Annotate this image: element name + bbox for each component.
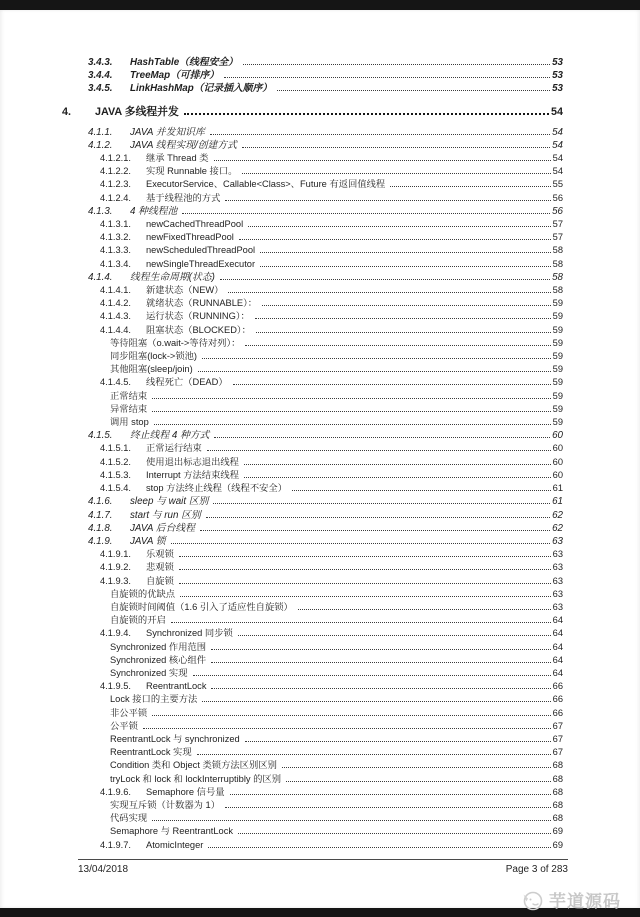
toc-entry-label: Synchronized 作用范围 bbox=[110, 641, 207, 652]
toc-entry-label: newScheduledThreadPool bbox=[146, 245, 256, 256]
dot-leader bbox=[390, 186, 550, 187]
toc-entry bbox=[40, 707, 563, 720]
toc-entry-number: 4.1.3.3. bbox=[100, 245, 132, 256]
dot-leader bbox=[179, 569, 551, 570]
toc-entry bbox=[40, 482, 563, 495]
toc-entry-page: 64 bbox=[552, 641, 563, 652]
dot-leader bbox=[152, 820, 550, 821]
toc-entry-label: 运行状态（RUNNING）： bbox=[146, 311, 250, 322]
dot-leader bbox=[298, 609, 551, 610]
toc-entry bbox=[40, 376, 563, 389]
toc-entry-label: 自旋锁时间阈值（1.6 引入了适应性自旋锁） bbox=[110, 601, 293, 612]
toc-entry-label: 乐观锁 bbox=[146, 549, 174, 560]
toc-entry-page: 58 bbox=[552, 271, 563, 283]
toc-entry-label: 其他阻塞(sleep/join) bbox=[110, 364, 193, 375]
dot-leader bbox=[200, 530, 550, 531]
toc-entry-label: Condition 类和 Object 类锁方法区别区别 bbox=[110, 760, 277, 771]
toc-entry-number: 4.1.1. bbox=[88, 126, 113, 138]
dot-leader bbox=[245, 741, 551, 742]
toc-entry-number: 4.1.4.3. bbox=[100, 311, 132, 322]
toc-entry-number: 4.1.3.2. bbox=[100, 232, 132, 243]
toc-entry-page: 53 bbox=[552, 57, 563, 68]
toc-entry-label: HashTable（线程安全） bbox=[130, 57, 238, 68]
toc-entry-number: 4.1.2. bbox=[88, 139, 113, 151]
toc-entry-page: 63 bbox=[552, 549, 563, 560]
toc-entry-label: 自旋锁的优缺点 bbox=[110, 588, 176, 599]
toc-entry bbox=[40, 284, 563, 297]
dot-leader bbox=[206, 517, 550, 518]
toc-entry-page: 59 bbox=[552, 377, 563, 388]
toc-entry-page: 61 bbox=[552, 483, 563, 494]
toc-entry-label: 自旋锁的开启 bbox=[110, 615, 166, 626]
toc-entry-label: 线程死亡（DEAD） bbox=[146, 377, 228, 388]
dot-leader bbox=[180, 596, 551, 597]
toc-entry-number: 4.1.4.5. bbox=[100, 377, 132, 388]
toc-entry-page: 60 bbox=[552, 430, 563, 442]
toc-entry-label: 实现互斥锁（计数器为 1） bbox=[110, 799, 221, 810]
toc-entry-page: 63 bbox=[552, 575, 563, 586]
toc-entry-page: 62 bbox=[552, 522, 563, 534]
dot-leader bbox=[238, 833, 551, 834]
toc-entry-label: newCachedThreadPool bbox=[146, 219, 244, 230]
toc-entry bbox=[40, 152, 563, 165]
toc-entry-label: 实现 Runnable 接口。 bbox=[146, 166, 238, 177]
toc-entry-page: 67 bbox=[552, 733, 563, 744]
dot-leader bbox=[211, 662, 551, 663]
dot-leader bbox=[260, 266, 551, 267]
toc-entry bbox=[40, 192, 563, 205]
toc-entry-number: 4.1.5. bbox=[88, 430, 113, 442]
toc-entry bbox=[40, 56, 563, 69]
toc-entry-page: 61 bbox=[552, 496, 563, 508]
dot-leader bbox=[208, 847, 550, 848]
dot-leader bbox=[260, 252, 551, 253]
toc-entry bbox=[40, 773, 563, 786]
toc-entry-page: 64 bbox=[552, 628, 563, 639]
toc-entry-number: 4.1.7. bbox=[88, 509, 113, 521]
toc-entry-page: 57 bbox=[552, 219, 563, 230]
toc-entry bbox=[40, 693, 563, 706]
toc-entry-label: JAVA 后台线程 bbox=[130, 522, 195, 534]
dot-leader bbox=[238, 635, 551, 636]
dot-leader bbox=[210, 134, 550, 135]
toc-entry-number: 4.1.2.1. bbox=[100, 153, 132, 164]
toc-entry-page: 58 bbox=[552, 245, 563, 256]
dot-leader bbox=[282, 767, 551, 768]
toc-entry-page: 54 bbox=[552, 139, 563, 151]
dot-leader bbox=[202, 701, 550, 702]
dot-leader bbox=[179, 556, 551, 557]
toc-entry-page: 54 bbox=[552, 153, 563, 164]
toc-entry-label: 悲观锁 bbox=[146, 562, 174, 573]
dot-leader bbox=[184, 113, 549, 115]
toc-entry bbox=[40, 271, 563, 284]
dot-leader bbox=[239, 239, 551, 240]
toc-entry-number: 4.1.9. bbox=[88, 535, 113, 547]
toc-entry-label: 正常结束 bbox=[110, 390, 148, 401]
toc-entry-number: 4.1.6. bbox=[88, 496, 113, 508]
toc-entry bbox=[40, 733, 563, 746]
toc-entry bbox=[40, 746, 563, 759]
toc-entry-page: 68 bbox=[552, 813, 563, 824]
toc-entry bbox=[40, 126, 563, 139]
toc-entry-number: 4. bbox=[62, 105, 72, 118]
watermark bbox=[520, 887, 621, 912]
toc-entry bbox=[40, 759, 563, 772]
toc-entry-number: 4.1.3.4. bbox=[100, 258, 132, 269]
toc-entry-label: Lock 接口的主要方法 bbox=[110, 694, 198, 705]
toc-entry bbox=[40, 825, 563, 838]
toc-entry bbox=[40, 231, 563, 244]
toc-entry bbox=[40, 561, 563, 574]
toc-entry-page: 59 bbox=[552, 417, 563, 428]
toc-entry bbox=[40, 258, 563, 271]
footer-page-label: Page 3 of 283 bbox=[505, 864, 568, 875]
toc-entry-label: 使用退出标志退出线程 bbox=[146, 456, 239, 467]
toc-entry-number: 4.1.9.3. bbox=[100, 575, 132, 586]
dot-leader bbox=[255, 318, 551, 319]
toc-entry-page: 57 bbox=[552, 232, 563, 243]
dot-leader bbox=[243, 64, 550, 65]
toc-entry-number: 4.1.9.1. bbox=[100, 549, 132, 560]
toc-entry-page: 64 bbox=[552, 654, 563, 665]
dot-leader bbox=[207, 450, 551, 451]
toc-entry bbox=[40, 667, 563, 680]
dot-leader bbox=[213, 503, 550, 504]
toc-entry-number: 4.1.9.4. bbox=[100, 628, 132, 639]
toc-entry-page: 56 bbox=[552, 192, 563, 203]
toc-entry-number: 4.1.2.2. bbox=[100, 166, 132, 177]
toc-entry bbox=[40, 297, 563, 310]
dot-leader bbox=[198, 371, 551, 372]
toc-entry-number: 4.1.2.4. bbox=[100, 192, 132, 203]
dot-leader bbox=[220, 279, 550, 280]
toc-entry-number: 4.1.5.1. bbox=[100, 443, 132, 454]
toc-entry-label: 自旋锁 bbox=[146, 575, 174, 586]
fish-logo-icon bbox=[520, 889, 544, 911]
toc-entry-label: 新建状态（NEW） bbox=[146, 285, 224, 296]
dot-leader bbox=[245, 345, 550, 346]
toc-entry-label: stop 方法终止线程（线程不安全） bbox=[146, 483, 288, 494]
toc-entry-label: ReentrantLock 与 synchronized bbox=[110, 733, 240, 744]
toc-entry-label: 正常运行结束 bbox=[146, 443, 202, 454]
toc-entry bbox=[40, 218, 563, 231]
toc-entry bbox=[40, 104, 563, 120]
toc-entry-label: LinkHashMap（记录插入顺序） bbox=[130, 83, 273, 95]
toc-entry-page: 63 bbox=[552, 562, 563, 573]
toc-entry-label: 代码实现 bbox=[110, 813, 148, 824]
toc-entry-page: 59 bbox=[552, 298, 563, 309]
toc-entry bbox=[40, 641, 563, 654]
toc-entry-page: 68 bbox=[552, 786, 563, 797]
toc-entry bbox=[40, 337, 563, 350]
dot-leader bbox=[244, 477, 551, 478]
dot-leader bbox=[202, 358, 551, 359]
toc-entry bbox=[40, 244, 563, 257]
toc-entry-label: 非公平锁 bbox=[110, 707, 148, 718]
toc-entry bbox=[40, 69, 563, 82]
dot-leader bbox=[242, 173, 550, 174]
dot-leader bbox=[182, 213, 550, 214]
toc-entry-page: 68 bbox=[552, 799, 563, 810]
toc-entry bbox=[40, 139, 563, 152]
toc-entry-page: 54 bbox=[550, 105, 563, 118]
toc-entry-page: 66 bbox=[552, 681, 563, 692]
toc-entry-label: Synchronized 实现 bbox=[110, 667, 188, 678]
toc-entry-label: TreeMap（可排序） bbox=[130, 70, 220, 82]
toc-entry-label: Semaphore 信号量 bbox=[146, 786, 225, 797]
toc-entry bbox=[40, 812, 563, 825]
toc-entry bbox=[40, 588, 563, 601]
dot-leader bbox=[228, 292, 550, 293]
toc-entry bbox=[40, 456, 563, 469]
toc-entry-label: JAVA 并发知识库 bbox=[130, 126, 205, 138]
toc-entry-number: 4.1.5.4. bbox=[100, 483, 132, 494]
toc-entry-number: 3.4.4. bbox=[88, 70, 113, 82]
toc-entry-label: 线程生命周期(状态) bbox=[130, 271, 215, 283]
toc-entry-label: tryLock 和 lock 和 lockInterruptibly 的区别 bbox=[110, 773, 282, 784]
toc-entry-page: 59 bbox=[552, 351, 563, 362]
footer-date: 13/04/2018 bbox=[78, 864, 129, 875]
toc-entry bbox=[40, 680, 563, 693]
toc-entry bbox=[40, 786, 563, 799]
toc-entry-page: 54 bbox=[552, 166, 563, 177]
toc-entry-label: newSingleThreadExecutor bbox=[146, 258, 256, 269]
toc-entry-label: JAVA 线程实现/创建方式 bbox=[130, 139, 237, 151]
toc-entry-number: 4.1.9.6. bbox=[100, 786, 132, 797]
toc-entry-number: 4.1.4.2. bbox=[100, 298, 132, 309]
toc-entry-label: 等待阻塞（o.wait->等待对列）： bbox=[110, 337, 241, 348]
toc-entry-label: 4 种线程池 bbox=[130, 205, 178, 217]
dot-leader bbox=[233, 384, 551, 385]
toc-entry-label: 就绪状态（RUNNABLE）： bbox=[146, 298, 258, 309]
toc-entry-page: 66 bbox=[552, 694, 563, 705]
toc-entry-number: 4.1.9.5. bbox=[100, 681, 132, 692]
toc-entry-number: 4.1.9.2. bbox=[100, 562, 132, 573]
dot-leader bbox=[286, 781, 551, 782]
dot-leader bbox=[225, 200, 550, 201]
toc-entry bbox=[40, 416, 563, 429]
toc-entry-page: 68 bbox=[552, 760, 563, 771]
toc-entry-number: 4.1.5.3. bbox=[100, 469, 132, 480]
toc-entry bbox=[40, 839, 563, 852]
toc-entry-page: 67 bbox=[552, 720, 563, 731]
toc-entry-label: 异常结束 bbox=[110, 403, 148, 414]
toc-entry bbox=[40, 442, 563, 455]
toc-entry-label: 继承 Thread 类 bbox=[146, 153, 209, 164]
toc-entry bbox=[40, 720, 563, 733]
toc-entry-page: 58 bbox=[552, 258, 563, 269]
toc-list bbox=[0, 10, 640, 852]
toc-entry-page: 63 bbox=[552, 588, 563, 599]
toc-entry-page: 63 bbox=[552, 535, 563, 547]
dot-leader bbox=[262, 305, 551, 306]
toc-entry-number: 3.4.5. bbox=[88, 83, 113, 95]
toc-entry-page: 58 bbox=[552, 285, 563, 296]
toc-entry-label: Synchronized 同步锁 bbox=[146, 628, 233, 639]
toc-entry bbox=[40, 350, 563, 363]
toc-entry-page: 59 bbox=[552, 337, 563, 348]
dot-leader bbox=[230, 794, 551, 795]
toc-entry-page: 53 bbox=[552, 70, 563, 82]
dot-leader bbox=[224, 77, 550, 78]
dot-leader bbox=[211, 688, 550, 689]
toc-entry-page: 69 bbox=[552, 826, 563, 837]
toc-entry-page: 62 bbox=[552, 509, 563, 521]
toc-entry-label: 调用 stop bbox=[110, 417, 149, 428]
dot-leader bbox=[244, 464, 551, 465]
dot-leader bbox=[143, 728, 551, 729]
toc-entry bbox=[40, 575, 563, 588]
toc-entry-label: newFixedThreadPool bbox=[146, 232, 234, 243]
dot-leader bbox=[277, 90, 550, 91]
toc-entry-number: 4.1.4.4. bbox=[100, 324, 132, 335]
dot-leader bbox=[152, 411, 550, 412]
toc-entry-label: JAVA 多线程并发 bbox=[95, 105, 179, 118]
toc-entry-label: 公平锁 bbox=[110, 720, 138, 731]
toc-entry bbox=[40, 799, 563, 812]
toc-entry bbox=[40, 495, 563, 508]
toc-entry bbox=[40, 654, 563, 667]
toc-entry bbox=[40, 469, 563, 482]
toc-entry-number: 3.4.3. bbox=[88, 57, 113, 68]
dot-leader bbox=[193, 675, 551, 676]
toc-entry-number: 4.1.8. bbox=[88, 522, 113, 534]
dot-leader bbox=[256, 332, 551, 333]
toc-entry-label: Semaphore 与 ReentrantLock bbox=[110, 826, 233, 837]
toc-entry bbox=[40, 522, 563, 535]
toc-entry bbox=[40, 205, 563, 218]
toc-entry-label: 同步阻塞(lock->锁池) bbox=[110, 351, 198, 362]
toc-entry bbox=[40, 178, 563, 191]
dot-leader bbox=[225, 807, 551, 808]
toc-entry-page: 69 bbox=[552, 839, 563, 850]
toc-entry-label: JAVA 锁 bbox=[130, 535, 166, 547]
dot-leader bbox=[171, 543, 551, 544]
dot-leader bbox=[154, 424, 551, 425]
toc-entry-page: 53 bbox=[552, 83, 563, 95]
toc-entry-page: 59 bbox=[552, 324, 563, 335]
toc-entry bbox=[40, 165, 563, 178]
toc-entry-number: 4.1.5.2. bbox=[100, 456, 132, 467]
toc-entry-number: 4.1.3.1. bbox=[100, 219, 132, 230]
toc-entry-number: 4.1.4.1. bbox=[100, 285, 132, 296]
toc-entry-label: 基于线程池的方式 bbox=[146, 192, 221, 203]
toc-entry-label: sleep 与 wait 区别 bbox=[130, 496, 209, 508]
toc-entry-label: 阻塞状态（BLOCKED）： bbox=[146, 324, 251, 335]
letterbox-top-bar bbox=[0, 0, 640, 10]
toc-entry-number: 4.1.2.3. bbox=[100, 179, 132, 190]
toc-entry-page: 66 bbox=[552, 707, 563, 718]
toc-entry-page: 64 bbox=[552, 667, 563, 678]
toc-entry-page: 60 bbox=[552, 443, 563, 454]
toc-entry-page: 56 bbox=[552, 205, 563, 217]
toc-entry bbox=[40, 601, 563, 614]
toc-entry bbox=[40, 429, 563, 442]
toc-entry bbox=[40, 82, 563, 95]
toc-entry-number: 4.1.4. bbox=[88, 271, 113, 283]
toc-entry-number: 4.1.9.7. bbox=[100, 839, 132, 850]
dot-leader bbox=[248, 226, 550, 227]
dot-leader bbox=[242, 147, 550, 148]
dot-leader bbox=[171, 622, 551, 623]
toc-entry-label: ReentrantLock 实现 bbox=[110, 747, 192, 758]
toc-entry-label: Synchronized 核心组件 bbox=[110, 654, 207, 665]
toc-entry-page: 55 bbox=[552, 179, 563, 190]
toc-entry bbox=[40, 509, 563, 522]
dot-leader bbox=[152, 398, 550, 399]
toc-entry bbox=[40, 403, 563, 416]
page-footer bbox=[78, 859, 568, 875]
toc-entry bbox=[40, 535, 563, 548]
toc-entry-page: 64 bbox=[552, 615, 563, 626]
dot-leader bbox=[292, 490, 551, 491]
toc-entry-page: 59 bbox=[552, 390, 563, 401]
toc-entry-label: ReentrantLock bbox=[146, 681, 207, 692]
toc-entry-number: 4.1.3. bbox=[88, 205, 113, 217]
dot-leader bbox=[179, 583, 551, 584]
toc-entry-page: 60 bbox=[552, 456, 563, 467]
toc-entry bbox=[40, 548, 563, 561]
dot-leader bbox=[214, 437, 550, 438]
toc-entry bbox=[40, 324, 563, 337]
toc-entry bbox=[40, 363, 563, 376]
toc-entry-label: ExecutorService、Callable<Class>、Future 有返回值线程 bbox=[146, 179, 386, 190]
document-page bbox=[0, 10, 640, 911]
toc-entry-page: 54 bbox=[552, 126, 563, 138]
toc-entry-label: AtomicInteger bbox=[146, 839, 204, 850]
toc-entry bbox=[40, 614, 563, 627]
toc-entry-page: 63 bbox=[552, 601, 563, 612]
toc-entry-page: 68 bbox=[552, 773, 563, 784]
toc-entry-page: 67 bbox=[552, 747, 563, 758]
dot-leader bbox=[152, 715, 550, 716]
toc-entry-label: Interrupt 方法结束线程 bbox=[146, 469, 239, 480]
toc-entry bbox=[40, 310, 563, 323]
watermark-text: 芋道源码 bbox=[549, 892, 621, 911]
toc-entry-page: 59 bbox=[552, 311, 563, 322]
toc-entry-page: 59 bbox=[552, 364, 563, 375]
dot-leader bbox=[197, 754, 551, 755]
dot-leader bbox=[214, 160, 551, 161]
toc-entry-label: start 与 run 区别 bbox=[130, 509, 201, 521]
dot-leader bbox=[211, 649, 551, 650]
toc-entry-page: 59 bbox=[552, 403, 563, 414]
toc-entry-label: 终止线程 4 种方式 bbox=[130, 430, 210, 442]
toc-entry-page: 60 bbox=[552, 469, 563, 480]
toc-entry bbox=[40, 627, 563, 640]
toc-entry bbox=[40, 390, 563, 403]
